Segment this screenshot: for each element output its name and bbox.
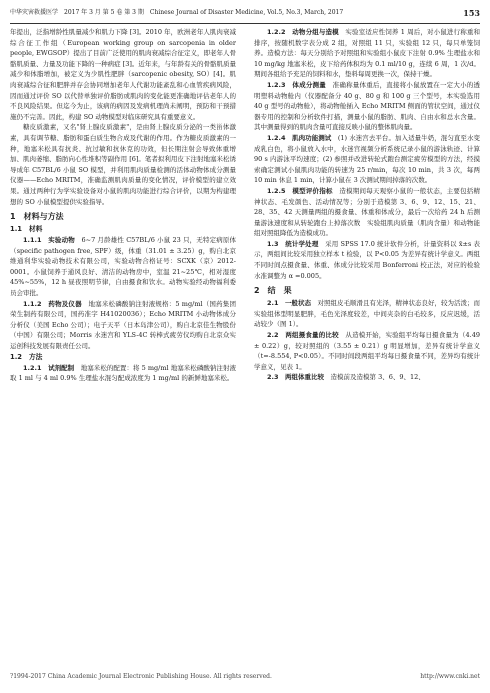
body-paragraph: [254, 27, 480, 80]
paragraph-lead-heading: 1.2.5 模型评价指标: [267, 186, 333, 195]
paragraph-text: 对照组皮毛顺滑且有光泽，精神状态良好，较为活泼；而实验组体型明显肥胖，毛色光泽度较差，中间夹杂的白毛较多，反应迟缓，活动较少（图 1）。: [254, 299, 480, 329]
page-number: 153: [463, 8, 480, 18]
paragraph-lead-heading: 2.1 一般状态: [267, 299, 312, 308]
paragraph-lead-heading: 1.2.4 肌肉功能测试: [267, 133, 332, 142]
paragraph-lead-heading: 1.2.2 动物分组与造模: [267, 28, 339, 36]
body-paragraph: [10, 299, 236, 352]
paragraph-lead-heading: 1.1.2 药物及仪器: [23, 299, 82, 308]
paragraph-text: 年提出，泛指增龄性肌量减少和肌力下降 [3]。2010 年，欧洲老年人肌肉衰减综合征工作组（European working group on sarcopenia in older people, EWGSOP）提出了目前广泛使用的肌肉衰减综合征定义，即老年人骨骼肌质量、力量及功能下降的一种病症 [3]。近年来，与年龄有关的骨骼肌质量减少和体脂增加，被定义为少肌性肥胖（sarcopenic obesity, SO）[4]。肌肉衰减综合征和肥胖并存会协同增加老年人代谢功能紊乱和心血管疾病风险，因而通过评价 SO 以代替单独评价脂肪或肌肉的变化能更准确地评估老年人的不良风险结果。但迄今为止，该病的病因及发病机理尚未阐明，预防和干预措施仍不完善。因此，构建 SO 动物模型对临床研究具有重要意义。: [10, 28, 236, 121]
paragraph-lead-heading: 1.1.1 实验动物: [23, 236, 75, 245]
journal-citation: 中华灾害救援医学 2017 年 3 月 第 5 卷 第 3 期 Chinese Journal of Disaster Medicine, Vol.5, No.3, March, 2017: [10, 9, 344, 16]
paragraph-lead-heading: 2.2 两组摄食量的比较: [267, 331, 339, 340]
paragraph-lead-heading: 1.2.1 试剂配制: [23, 363, 75, 372]
paragraph-text: 造模期间每天观察小鼠的一般状态，主要包括精神状态、毛发颜色、活动情况等；分别于造模第 3、6、9、12、15、21、28、35、42 天测量两组的摄食量、体重和体成分，最后一次给药 24 h 后测量游泳速度和从转轮跑台上掉落次数 实验组肌肉质量（肌肉含量）和动物能组对照组降低为造模成功。: [254, 186, 480, 238]
cnki-url: http://www.cnki.net: [420, 673, 480, 680]
paragraph-text: 地塞米松磷酸钠注射液规格：5 mg/ml（国药集团荣生制药有限公司，国药准字 H41020036）；Echo MRITM 小动物体成分分析仪（美国 Echo 公司）；电子天平（日本岛津公司），购自北京佳生物股份（中国）有限公司；Morris 水迷宫和 YLS-4C 转棒式疲劳仪均购自北京众实运创科技发展有限责任公司。: [10, 299, 236, 351]
paragraph-text: 地塞米松的配置：将 5 mg/ml 地塞米松磷酸钠注射液取 1 ml 与 4 ml 0.9% 生理盐水混匀配成浓度为 1 mg/ml 的新鲜地塞米松。: [10, 363, 236, 383]
body-paragraph: [254, 372, 480, 383]
subsection-heading: [10, 224, 236, 235]
paragraph-text: 2 结 果: [254, 286, 292, 296]
body-paragraph: [254, 239, 480, 281]
body-paragraph: [10, 122, 236, 207]
subsection-heading: [10, 352, 236, 363]
body-paragraph: [10, 363, 236, 384]
running-header: [10, 6, 480, 20]
paragraph-text: 从造模开始，实验组平均每日摄食量为（4.49 ± 0.22）g，较对照组的（3.55 ± 0.21）g 明显增加，差异有统计学意义（t=-8.554, P<0.05）。不同时间段两组平均每日摄食量不同，差异均有统计学意义，见表 1。: [254, 331, 480, 371]
body-paragraph: [10, 27, 236, 122]
left-column: [10, 27, 236, 662]
paragraph-text: 6~7 月龄雄性 C57BL/6 小鼠 23 只，无特定病原体（specific pathogen free, SPF）级，体重（31.01 ± 3.25）g，购自北京维通利华实验动物技术有限公司，实验动物合格证号：SCXK（京）2012-0001。小鼠饲养于通风良好、清洁的动物房中，室温 21~25℃，相对湿度 45%~55%，12 h 昼夜照明节律，自由摄食和饮水。动物实验经动物福利委员会审批。: [10, 236, 236, 298]
section-heading: [254, 284, 480, 297]
paragraph-text: 准确称量体重后，直接将小鼠放置在一定大小的透明塑料动物舱内（仪器配备分 40 g、80 g 和 100 g 三个型号，本实验选用 40 g 型号的动物舱），将动物舱插入 Echo MRITM 侧面的管状空间，通过仪器专用的控制和分析软件打描，测量小鼠的脂肪、肌肉、自由水和总水含量。其中测量得到的肌肉含量可直接反映小鼠的整体肌肉量。: [254, 80, 480, 132]
section-heading: [10, 210, 236, 223]
paragraph-text: 1.2 方法: [10, 352, 43, 361]
paragraph-text: (1) 水迷宫去平台。加入适量牛奶，混匀直至水变成乳白色，将小鼠放入水中，水迷宫视频分析系统记录小鼠的游泳轨迹、计算 90 s 内游泳平均速度；(2) 参照并改进转轮式跑台测定疲劳模型的方法，经摸索确定测试小鼠肌肉功能的转速为 25 r/min，每次 10 min，共 3 次，每两 10 min 休息 1 min，计算小鼠在 3 次测试期间掉落的次数。: [254, 133, 480, 185]
body-paragraph: [254, 330, 480, 372]
paragraph-lead-heading: 2.3 两组体重比较: [267, 373, 325, 382]
paragraph-text: 造模前及造模第 3、6、9、12、: [324, 373, 425, 382]
paragraph-text: 1.1 材料: [10, 225, 43, 234]
body-paragraph: [254, 80, 480, 133]
paragraph-text: 采用 SPSS 17.0 统计软件分析，计量资料以 x̄±s 表示，两组间比较采用独立样本 t 检验，以 P<0.05 为差异有统计学意义。两组不同时间点摄食量、体重、体成分比较采用 Bonferroni 校正法，对应的检验水准调整为 α =0.005。: [254, 239, 480, 280]
body-paragraph: [10, 235, 236, 299]
paragraph-lead-heading: 1.3 统计学处理: [267, 239, 319, 248]
paragraph-lead-heading: 1.2.3 体成分测量: [267, 80, 326, 89]
paragraph-text: 实验室适应性饲养 1 周后，对小鼠进行称重和排序，按随机数字表分成 2 组，对照组 11 只，实验组 12 只，每只单笼饲养。造模方法：每天分别给予对照组和实验组小鼠皮下注射 0.9% 生理盐水和 10 mg/kg 地塞米松，皮下给药体积均为 0.1 ml/10 g，连续 6 周，1 次/d。期间各组给予充足的饲料和水，垫料每周更换一次，保持干燥。: [254, 28, 480, 79]
header-rule: [10, 23, 480, 24]
body-paragraph: [254, 298, 480, 330]
body-paragraph: [254, 186, 480, 239]
right-column: [254, 27, 480, 662]
page-footer: [10, 672, 480, 682]
body-paragraph: [254, 133, 480, 186]
copyright-notice: ?1994-2017 China Academic Journal Electronic Publishing House. All rights reserved.: [10, 673, 272, 680]
paragraph-text: 1 材料与方法: [10, 212, 64, 222]
paragraph-text: 糖皮质激素，又名"肾上腺皮质激素"，是由肾上腺皮质分泌的一类甾体激素，具有调节糖、脂肪和蛋白质生物合成及代谢的作用。作为糖皮质激素的一种，地塞米松具有抗炎、抗过敏和抗休克的功效，但长期注射会导致体重增加、肌肉萎缩、脂肪向心性堆积等副作用 [6]。笔者拟利用皮下注射地塞米松诱导成年 C57BL/6 小鼠 SO 模型，并利用肌肉质量检测的活体动物体成分测量仪器——Echo MRITM，准确监测肌肉质量的变化情况，评价模型的建立效果。通过两种行为学实验设备对小鼠的肌肉功能进行综合评价，以期为构建理想的 SO 小鼠模型提供实验指导。: [10, 123, 236, 206]
